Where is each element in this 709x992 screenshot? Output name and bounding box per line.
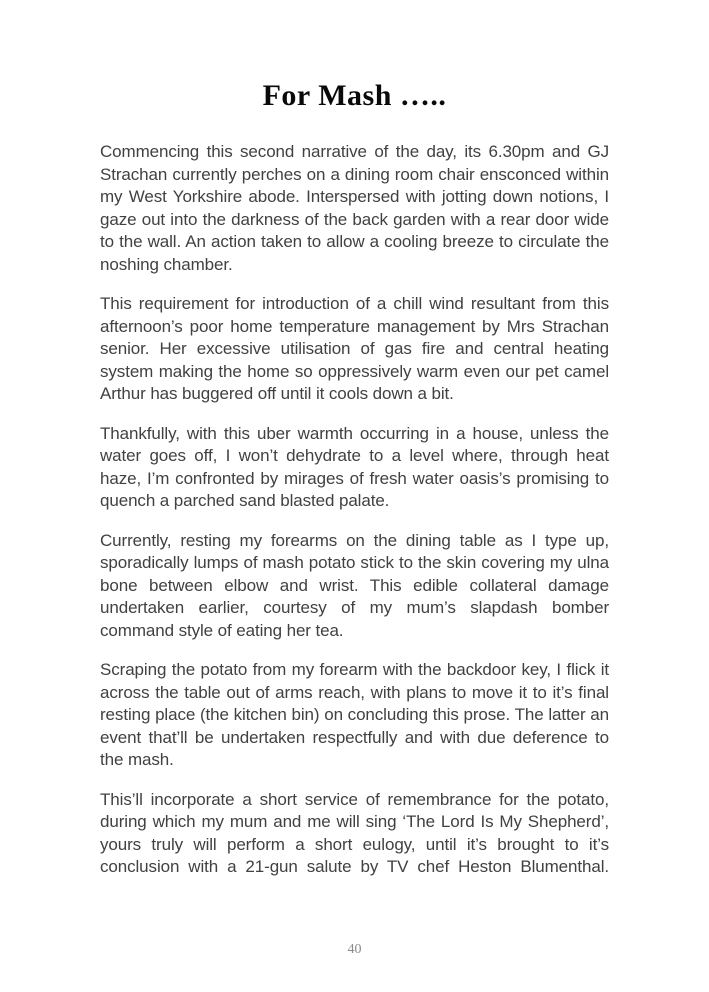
paragraph: Scraping the potato from my forearm with the backdoor key, I flick it across the table out of arms reach, with plans to move it to it’s final resting place (the kitchen bin) on concluding this prose. The latter an event that’ll be undertaken respectfully and with due deference to the mash. <box>100 660 609 769</box>
paragraph: This’ll incorporate a short service of remembrance for the potato, during which my mum and me will sing ‘The Lord Is My Shepherd’, yours truly will perform a short eulogy, until it’s brought to it’s conclusion with a 21-gun salute by TV chef Heston Blumenthal. <box>100 789 609 876</box>
paragraph: Commencing this second narrative of the day, its 6.30pm and GJ Strachan currently perches on a dining room chair ensconced within my West Yorkshire abode. Interspersed with jotting down notions, I gaze out into the darkness of the back garden with a rear door wide to the wall. An action taken to allow a cooling breeze to circulate the noshing chamber. <box>100 142 609 274</box>
paragraph: This requirement for introduction of a chill wind resultant from this afternoon’s poor home temperature management by Mrs Strachan senior. Her excessive utilisation of gas fire and central heating system making the home so oppressively warm even our pet camel Arthur has buggered off until it cools down a bit. <box>100 294 609 403</box>
page-number: 40 <box>347 942 362 957</box>
page-content <box>0 78 709 879</box>
paragraph: Thankfully, with this uber warmth occurring in a house, unless the water goes off, I won’t dehydrate to a level where, through heat haze, I’m confronted by mirages of fresh water oasis’s promising to quench a parched sand blasted palate. <box>100 423 609 510</box>
page-title: For Mash ….. <box>262 79 447 112</box>
body-text <box>100 141 609 879</box>
paragraph: Currently, resting my forearms on the dining table as I type up, sporadically lumps of mash potato stick to the skin covering my ulna bone between elbow and wrist. This edible collateral damage undertaken earlier, courtesy of my mum’s slapdash bomber command style of eating her tea. <box>100 530 609 640</box>
